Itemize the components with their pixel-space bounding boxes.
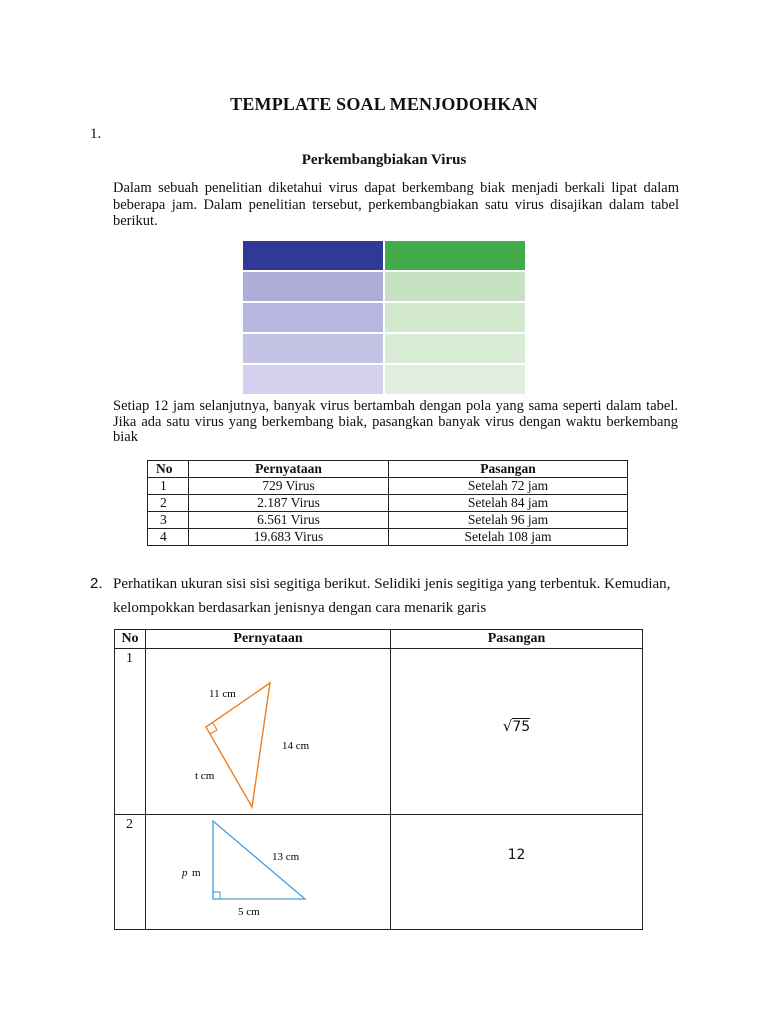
row-no: 1 <box>115 649 146 815</box>
pasangan-cell-1 <box>391 649 643 815</box>
color-cell-left <box>243 303 383 332</box>
sqrt-radicand: 75 <box>512 718 531 735</box>
table-row <box>148 529 628 546</box>
triangle-2-side-b-var: p <box>182 867 188 879</box>
pasangan-value-1 <box>391 649 642 802</box>
row-no: 2 <box>115 815 146 930</box>
row-no: 2 <box>148 495 189 512</box>
triangle-table <box>114 629 643 930</box>
document-title: TEMPLATE SOAL MENJODOHKAN <box>230 94 538 114</box>
color-cell-right <box>385 334 525 363</box>
header-no: No <box>148 461 189 478</box>
triangle-table-header <box>115 630 643 649</box>
color-cell-left <box>243 365 383 394</box>
right-angle-marker <box>213 892 220 899</box>
table-row <box>115 815 643 930</box>
table-row <box>148 512 628 529</box>
triangle-1-shape <box>206 683 270 807</box>
row-pasangan: Setelah 96 jam <box>389 512 628 529</box>
triangle-2-figure <box>146 815 390 929</box>
row-pernyataan: 19.683 Virus <box>189 529 389 546</box>
color-cell-right <box>385 365 525 394</box>
row-pernyataan: 6.561 Virus <box>189 512 389 529</box>
right-angle-marker <box>210 723 217 734</box>
color-table-row <box>243 365 525 394</box>
virus-table <box>147 460 628 546</box>
question-2-number: 2. <box>90 575 103 592</box>
row-no: 4 <box>148 529 189 546</box>
row-pasangan: Setelah 72 jam <box>389 478 628 495</box>
pasangan-value-2: 12 <box>507 847 526 863</box>
triangle-1-side-b-label: 14 cm <box>282 740 310 752</box>
question-2-text <box>113 572 713 620</box>
color-cell-right <box>385 303 525 332</box>
header-pernyataan: Pernyataan <box>146 630 391 649</box>
header-no: No <box>115 630 146 649</box>
row-pernyataan: 2.187 Virus <box>189 495 389 512</box>
color-table-row <box>243 303 525 332</box>
table-row <box>148 478 628 495</box>
color-table <box>241 239 527 396</box>
virus-table-header <box>148 461 628 478</box>
header-pernyataan: Pernyataan <box>189 461 389 478</box>
sqrt-symbol-icon: √ <box>502 716 513 735</box>
table-row <box>148 495 628 512</box>
question-1-number: 1. <box>90 126 102 142</box>
triangle-1-figure <box>146 649 390 813</box>
row-pasangan: Setelah 108 jam <box>389 529 628 546</box>
row-no: 3 <box>148 512 189 529</box>
question-1-instruction: Setiap 12 jam selanjutnya, banyak virus bertambah dengan pola yang sama seperti dalam tabel. Jika ada satu virus yang berkembang biak, pasangkan banyak virus dengan waktu berkembang biak <box>113 398 678 445</box>
triangle-2-side-c-label: 5 cm <box>238 906 260 918</box>
header-pasangan: Pasangan <box>389 461 628 478</box>
header-pasangan: Pasangan <box>391 630 643 649</box>
row-pernyataan: 729 Virus <box>189 478 389 495</box>
question-1-subtitle: Perkembangbiakan Virus <box>301 152 467 168</box>
color-cell-right <box>385 272 525 301</box>
color-cell-right <box>385 241 525 270</box>
color-table-row <box>243 272 525 301</box>
color-cell-left <box>243 272 383 301</box>
pasangan-cell-2 <box>391 815 643 930</box>
color-cell-left <box>243 241 383 270</box>
color-cell-left <box>243 334 383 363</box>
question-1-intro: Dalam sebuah penelitian diketahui virus dapat berkembang biak menjadi berkali lipat dalam beberapa jam. Dalam penelitian tersebut, perkembangbiakan satu virus disajikan dalam tabel berikut. <box>113 180 679 229</box>
question-2-line-1: Perhatikan ukuran sisi sisi segitiga berikut. Selidiki jenis segitiga yang terbentuk. Kemudian, <box>113 576 671 592</box>
triangle-2-side-b-label: m <box>192 867 201 879</box>
triangle-2-cell <box>146 815 391 930</box>
row-pasangan: Setelah 84 jam <box>389 495 628 512</box>
row-no: 1 <box>148 478 189 495</box>
color-table-row <box>243 241 525 270</box>
color-table-row <box>243 334 525 363</box>
triangle-1-side-c-label: t cm <box>195 770 215 782</box>
question-2-line-2: kelompokkan berdasarkan jenisnya dengan cara menarik garis <box>113 600 487 616</box>
triangle-2-side-a-label: 13 cm <box>272 851 300 863</box>
table-row <box>115 649 643 815</box>
triangle-1-cell <box>146 649 391 815</box>
triangle-1-side-a-label: 11 cm <box>209 688 236 700</box>
